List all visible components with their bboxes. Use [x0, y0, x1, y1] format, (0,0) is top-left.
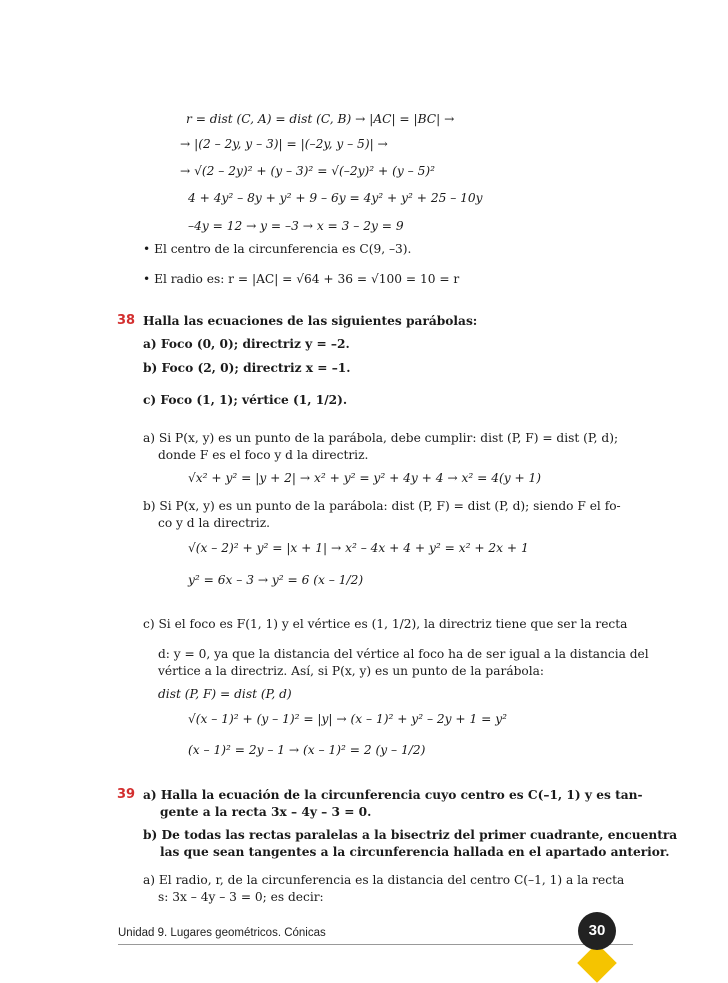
solution-a-line-2: donde F es el foco y d la directriz.: [158, 448, 369, 462]
solution-b-eq-1: √(x – 2)² + y² = |x + 1| → x² – 4x + 4 + y² = x² + 2x + 1: [188, 541, 529, 555]
eq-line-3: → √(2 – 2y)² + (y – 3)² = √(–2y)² + (y – 5)²: [180, 164, 436, 178]
problem-38-statement: Halla las ecuaciones de las siguientes parábolas:: [143, 314, 478, 328]
solution-39-a-line-1: a) El radio, r, de la circunferencia es la distancia del centro C(–1, 1) a la recta: [143, 873, 625, 887]
problem-number-39: 39: [117, 787, 136, 802]
footer-rule: [118, 944, 633, 945]
problem-38-a: a) Foco (0, 0); directriz y = –2.: [143, 337, 350, 351]
problem-39-a-line-1: a) Halla la ecuación de la circunferencia cuyo centro es C(–1, 1) y es tan-: [143, 788, 643, 802]
eq-line-2: → |(2 – 2y, y – 3)| = |(–2y, y – 5)| →: [180, 137, 388, 151]
solution-c-line-3: vértice a la directriz. Así, si P(x, y) es un punto de la parábola:: [158, 664, 545, 678]
problem-39-b-line-1: b) De todas las rectas paralelas a la bisectriz del primer cuadrante, encuentra: [143, 828, 678, 842]
solution-c-line-2: d: y = 0, ya que la distancia del vértice al foco ha de ser igual a la distancia del: [158, 647, 649, 661]
solution-b-line-2: co y d la directriz.: [158, 516, 270, 530]
solution-c-eq-2: (x – 1)² = 2y – 1 → (x – 1)² = 2 (y – 1/2): [188, 743, 426, 757]
problem-38-b: b) Foco (2, 0); directriz x = –1.: [143, 361, 351, 375]
solution-c-line-1: c) Si el foco es F(1, 1) y el vértice es (1, 1/2), la directriz tiene que ser la recta: [143, 617, 628, 631]
problem-39-a-line-2: gente a la recta 3x – 4y – 3 = 0.: [160, 805, 372, 819]
radio-line: • El radio es: r = |AC| = √64 + 36 = √100 = 10 = r: [143, 272, 460, 286]
eq-line-5: –4y = 12 → y = –3 → x = 3 – 2y = 9: [188, 219, 404, 233]
solution-a-line-1: a) Si P(x, y) es un punto de la parábola, debe cumplir: dist (P, F) = dist (P, d);: [143, 431, 619, 445]
solution-c-line-4: dist (P, F) = dist (P, d): [158, 687, 292, 701]
centro-line: • El centro de la circunferencia es C(9, –3).: [143, 242, 412, 256]
eq-line-1: r = dist (C, A) = dist (C, B) → |AC| = |BC| →: [186, 112, 455, 126]
problem-38-c: c) Foco (1, 1); vértice (1, 1/2).: [143, 393, 348, 407]
eq-line-4: 4 + 4y² – 8y + y² + 9 – 6y = 4y² + y² + 25 – 10y: [188, 191, 483, 205]
solution-c-eq-1: √(x – 1)² + (y – 1)² = |y| → (x – 1)² + y² – 2y + 1 = y²: [188, 712, 508, 726]
solution-b-line-1: b) Si P(x, y) es un punto de la parábola: dist (P, F) = dist (P, d); siendo F el fo-: [143, 499, 621, 513]
solution-b-eq-2: y² = 6x – 3 → y² = 6 (x – 1/2): [188, 573, 364, 587]
solution-39-a-line-2: s: 3x – 4y – 3 = 0; es decir:: [158, 890, 324, 904]
page-number-badge: 30: [578, 912, 616, 950]
problem-number-38: 38: [117, 313, 136, 328]
footer-title: Unidad 9. Lugares geométricos. Cónicas: [118, 927, 326, 939]
solution-a-eq: √x² + y² = |y + 2| → x² + y² = y² + 4y + 4 → x² = 4(y + 1): [188, 471, 542, 485]
problem-39-b-line-2: las que sean tangentes a la circunferencia hallada en el apartado anterior.: [160, 845, 670, 859]
